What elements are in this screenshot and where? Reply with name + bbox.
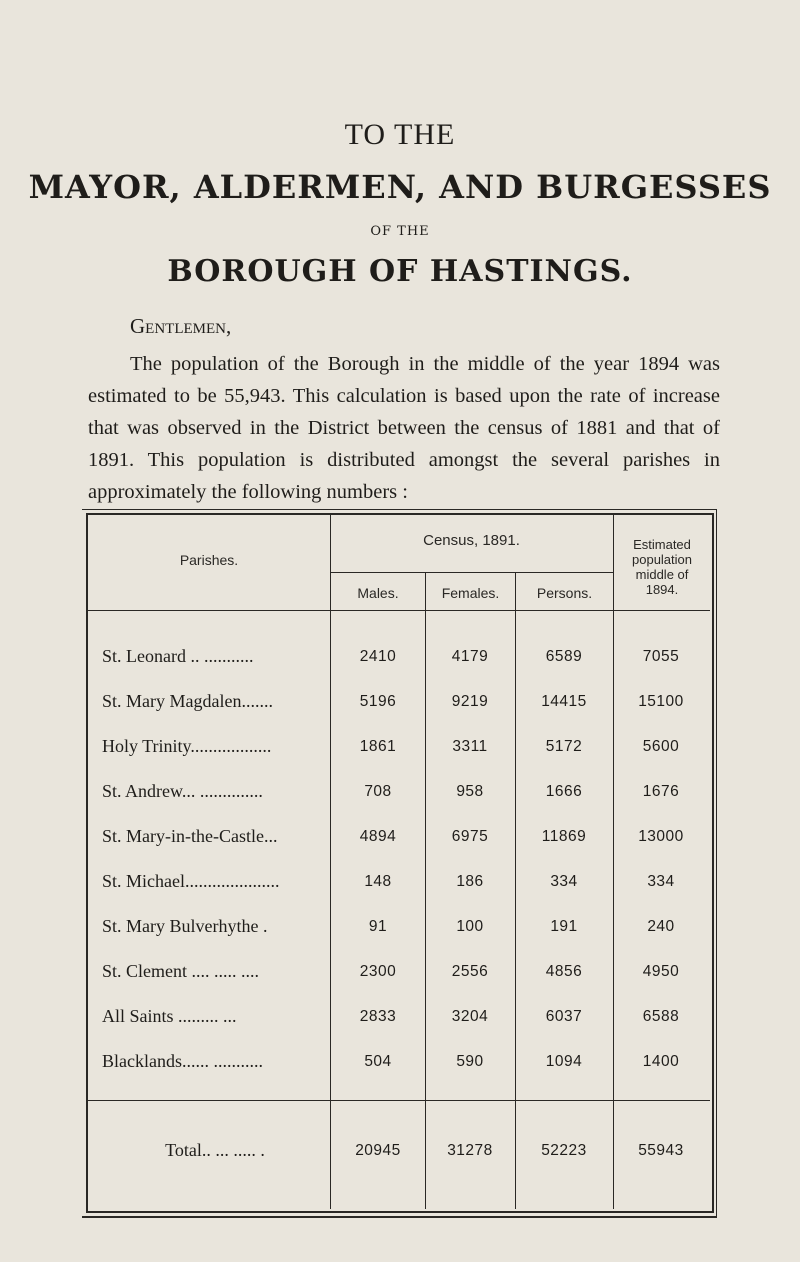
rule-total-top xyxy=(88,1100,710,1101)
persons-value: 14415 xyxy=(541,693,587,710)
females-value: 186 xyxy=(456,873,484,890)
females-value: 6975 xyxy=(451,828,489,845)
females-value: 9219 xyxy=(451,693,489,710)
parish-name: St. Mary Bulverhythe . xyxy=(102,916,268,936)
parish-name: Holy Trinity.................. xyxy=(102,736,272,756)
parish-name: St. Mary-in-the-Castle... xyxy=(102,826,278,846)
estimated-value: 334 xyxy=(647,873,675,890)
total-estimated: 55943 xyxy=(638,1142,684,1159)
intro-paragraph: The population of the Borough in the middle of the year 1894 was estimated to be 55,943. This calculation is based upon the rate of increase that was observed in the District between the census of 1881 and that of 1891. This population is distributed amongst the several parishes in approximately the following numbers : xyxy=(88,353,720,503)
estimated-value: 13000 xyxy=(638,828,684,845)
estimated-value: 240 xyxy=(647,918,675,935)
salutation: Gentlemen, xyxy=(130,314,232,338)
heading-addressees: MAYOR, ALDERMEN, AND BURGESSES xyxy=(28,168,772,206)
estimated-value: 1400 xyxy=(642,1053,680,1070)
females-value: 958 xyxy=(456,783,484,800)
header-estimated: Estimated population middle of 1894. xyxy=(632,537,692,597)
header-persons: Persons. xyxy=(536,585,593,601)
total-males: 20945 xyxy=(355,1142,401,1159)
rule-header-bottom xyxy=(88,610,710,611)
header-females: Females. xyxy=(441,585,500,601)
males-value: 2833 xyxy=(359,1008,397,1025)
parish-name: St. Clement .... ..... .... xyxy=(102,961,259,981)
parish-name: Blacklands...... ........... xyxy=(102,1051,263,1071)
females-value: 4179 xyxy=(451,648,489,665)
persons-value: 1666 xyxy=(545,783,583,800)
estimated-value: 7055 xyxy=(642,648,680,665)
rule-parishes xyxy=(330,515,331,1209)
total-persons: 52223 xyxy=(541,1142,587,1159)
persons-value: 334 xyxy=(550,873,578,890)
persons-value: 11869 xyxy=(541,828,587,845)
persons-value: 5172 xyxy=(545,738,583,755)
females-value: 3204 xyxy=(451,1008,489,1025)
table-frame xyxy=(86,513,714,1213)
persons-value: 6589 xyxy=(545,648,583,665)
males-value: 1861 xyxy=(359,738,397,755)
total-females: 31278 xyxy=(447,1142,493,1159)
header-parishes: Parishes. xyxy=(179,552,239,568)
males-value: 2300 xyxy=(359,963,397,980)
total-label: Total.. ... ..... . xyxy=(165,1140,265,1160)
parish-name: All Saints ......... ... xyxy=(102,1006,237,1026)
heading-borough: BOROUGH OF HASTINGS. xyxy=(167,254,633,289)
parish-name: St. Andrew... .............. xyxy=(102,781,263,801)
males-value: 708 xyxy=(364,783,392,800)
males-value: 4894 xyxy=(359,828,397,845)
males-value: 5196 xyxy=(359,693,397,710)
estimated-value: 6588 xyxy=(642,1008,680,1025)
females-value: 3311 xyxy=(452,738,488,755)
header-males: Males. xyxy=(357,585,399,601)
males-value: 148 xyxy=(364,873,392,890)
estimated-value: 5600 xyxy=(642,738,680,755)
parish-name: St. Leonard .. ........... xyxy=(102,646,254,666)
heading-to-the: TO THE xyxy=(344,118,456,151)
females-value: 590 xyxy=(456,1053,484,1070)
females-value: 100 xyxy=(456,918,484,935)
persons-value: 1094 xyxy=(545,1053,583,1070)
rule-census-sub xyxy=(330,572,613,573)
persons-value: 6037 xyxy=(545,1008,583,1025)
males-value: 504 xyxy=(364,1053,392,1070)
estimated-value: 15100 xyxy=(638,693,684,710)
parish-name: St. Michael..................... xyxy=(102,871,280,891)
females-value: 2556 xyxy=(451,963,489,980)
estimated-value: 4950 xyxy=(642,963,680,980)
rule-persons xyxy=(613,515,614,1209)
persons-value: 4856 xyxy=(545,963,583,980)
estimated-value: 1676 xyxy=(642,783,680,800)
parish-name: St. Mary Magdalen....... xyxy=(102,691,273,711)
header-census: Census, 1891. xyxy=(423,532,520,549)
males-value: 2410 xyxy=(359,648,397,665)
males-value: 91 xyxy=(368,918,388,935)
persons-value: 191 xyxy=(550,918,578,935)
heading-of-the: OF THE xyxy=(370,224,430,239)
